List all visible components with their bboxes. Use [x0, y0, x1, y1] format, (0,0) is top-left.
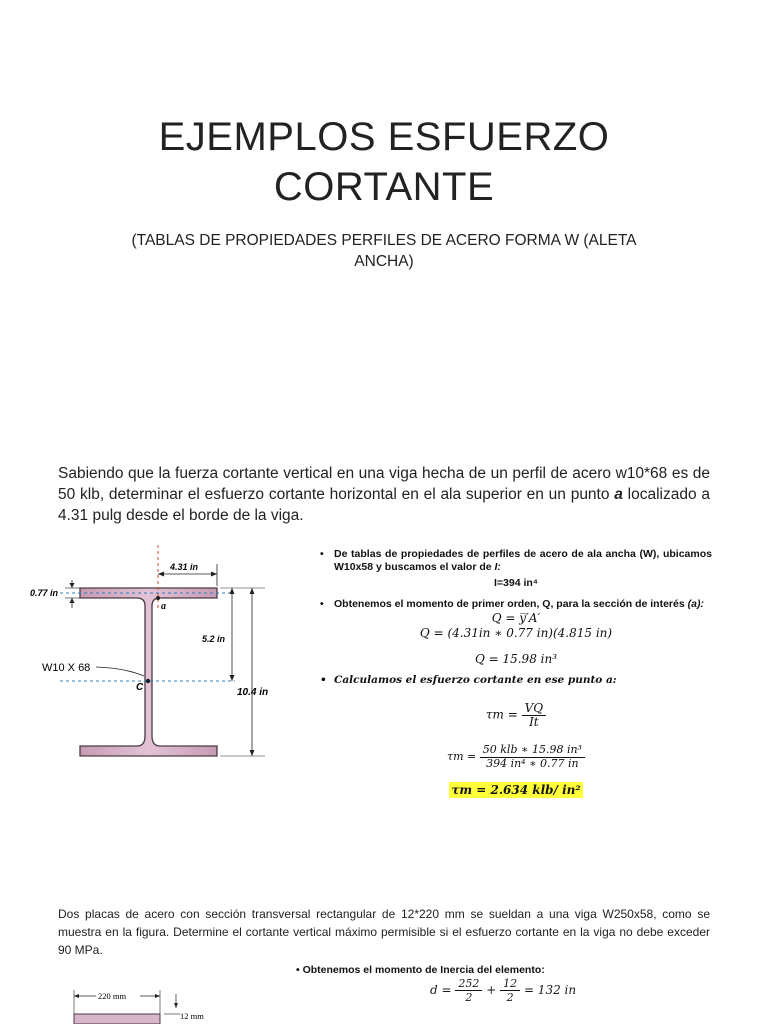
solution1: [320, 548, 712, 797]
point-c-label: C: [136, 682, 144, 693]
eq-d-rhs: = 132 in: [523, 983, 577, 997]
i-value: I=394 in⁴: [493, 577, 538, 589]
eq-d-f2-den: 2: [506, 991, 514, 1004]
eq-q2: Q = (4.31in ∗ 0.77 in)(4.815 in): [419, 625, 613, 640]
beam-figure: [20, 540, 310, 775]
beam-shape: [80, 588, 217, 756]
bullet-2-var: (a):: [687, 597, 704, 610]
eq-tau1-lhs: τm =: [485, 707, 518, 722]
page-title: [0, 112, 768, 212]
plate-figure: [68, 986, 228, 1024]
eq-tau1-num: VQ: [522, 702, 547, 716]
eq-d-plus: +: [486, 983, 497, 997]
result-highlight: τm = 2.634 klb/ in²: [451, 783, 581, 797]
eq-tau2-num: 50 klb ∗ 15.98 in³: [480, 744, 585, 758]
result: [320, 784, 712, 797]
point-a-label: a: [161, 601, 166, 612]
bullet-3: • Calculamos el esfuerzo cortante en ese punto a:: [320, 674, 712, 687]
eq-q3: Q = 15.98 in³: [474, 652, 558, 666]
bullet-2: [320, 598, 712, 611]
title-line-1: EJEMPLOS ESFUERZO: [158, 115, 610, 159]
problem1-statement: [58, 463, 710, 526]
problem1-point: a: [614, 486, 623, 503]
eq-d-f1-num: 252: [455, 977, 482, 991]
bullet-1-var: I:: [494, 560, 501, 573]
fig2-width-label: 220 mm: [98, 991, 127, 1001]
eq-d-f1-den: 2: [465, 991, 473, 1004]
problem2-statement: Dos placas de acero con sección transversal rectangular de 12*220 mm se sueldan a una viga W250x58, como se muestra en la figura. Determine el cortante vertical máximo permisible si el esfuerzo cortante en la viga no debe exceder 90 MPa.: [58, 907, 710, 957]
section-label: W10 X 68: [42, 662, 91, 674]
problem1-text-b: localizado a 4.31 pulg desde el borde de la viga.: [58, 486, 710, 524]
dim-flange-label: 0.77 in: [30, 588, 59, 598]
eq-d-f2-num: 12: [500, 977, 520, 991]
eq-d-lhs: d =: [430, 983, 452, 997]
eq-tau2-den: 394 in⁴ ∗ 0.77 in: [486, 756, 579, 770]
dim-half-label: 5.2 in: [202, 634, 226, 644]
bullet-1: [320, 548, 712, 573]
problem1-text-a: Sabiendo que la fuerza cortante vertical en una viga hecha de un perfil de acero w10*68 es de 50 klb, determinar el esfuerzo cortante horizontal en el ala superior en un punto: [58, 465, 710, 503]
eq-tau2-lhs: τm =: [447, 750, 477, 763]
dim-total-label: 10.4 in: [237, 687, 269, 698]
dim-width-label: 4.31 in: [170, 562, 199, 572]
page-subtitle: (TABLAS DE PROPIEDADES PERFILES DE ACERO FORMA W (ALETA ANCHA): [131, 232, 637, 270]
problem2-bullet-text: Obtenemos el momento de Inercia del elemento:: [302, 964, 545, 976]
title-line-2: CORTANTE: [273, 165, 495, 209]
fig2-thick-label: 12 mm: [180, 1011, 204, 1021]
eq-q1: Q = y̅′A′: [491, 611, 541, 625]
problem2-bullet: • Obtenemos el momento de Inercia del elemento:: [296, 964, 545, 976]
bullet-1-text: De tablas de propiedades de perfiles de acero de ala ancha (W), ubicamos W10x58 y buscamos el valor de: [334, 548, 712, 573]
eq-tau1-den: It: [529, 714, 539, 729]
bullet-2-text: Obtenemos el momento de primer orden, Q, para la sección de interés: [334, 597, 688, 610]
eq-tau1: [320, 702, 712, 728]
eq-d: [430, 977, 576, 1004]
eq-tau2: [320, 744, 712, 770]
